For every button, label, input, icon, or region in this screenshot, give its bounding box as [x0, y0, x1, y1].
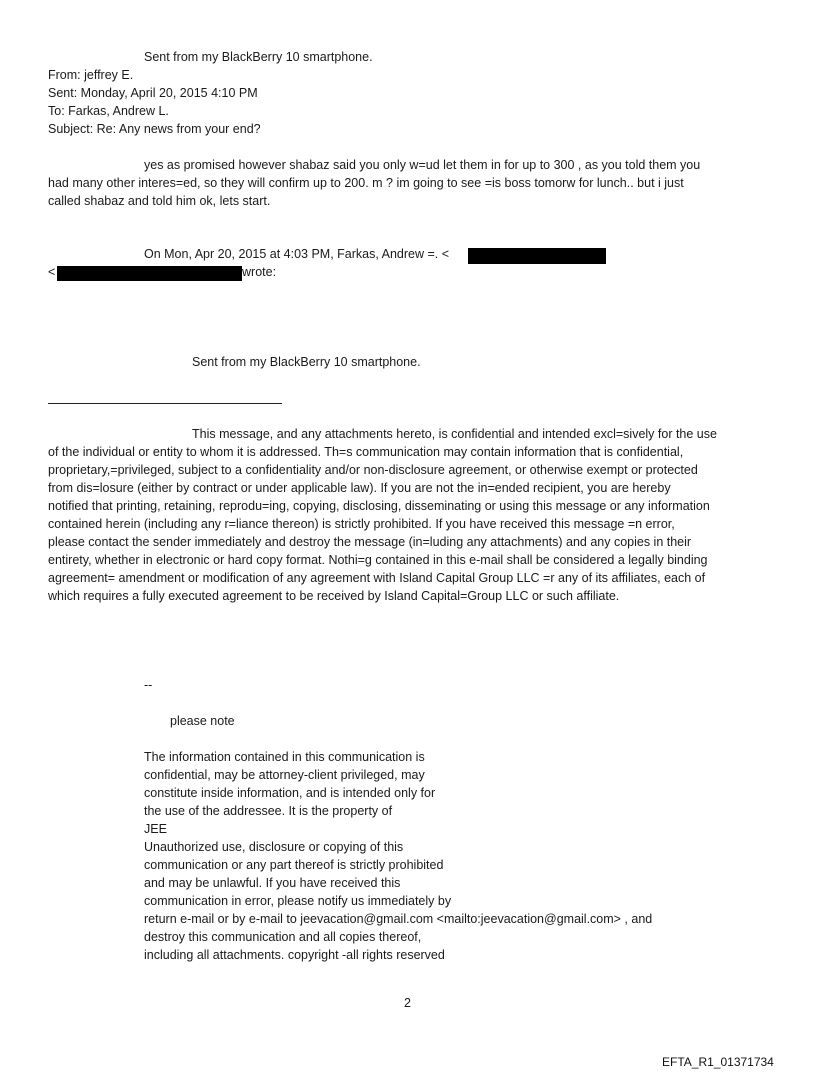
signature-line: constitute inside information, and is intended only for [144, 786, 436, 800]
quoted-wrote: wrote: [242, 265, 277, 279]
disclaimer-line: from dis=losure (either by contract or under applicable law). If you are not the in=ended recipient, you are hereby [48, 481, 671, 495]
disclaimer-line: which requires a fully executed agreement to be received by Island Capital=Group LLC or such affiliate. [48, 589, 620, 603]
signature-line: and may be unlawful. If you have received this [144, 876, 401, 890]
document-id: EFTA_R1_01371734 [662, 1055, 774, 1069]
signature-line: Unauthorized use, disclosure or copying of this [144, 840, 404, 854]
email-to: To: Farkas, Andrew L. [48, 104, 169, 118]
redaction-box [468, 248, 606, 264]
email-sent-date: Sent: Monday, April 20, 2015 4:10 PM [48, 86, 258, 100]
disclaimer-line: of the individual or entity to whom it is addressed. Th=s communication may contain information that is confidential, [48, 445, 684, 459]
signature-line: including all attachments. copyright -all rights reserved [144, 948, 445, 962]
email-subject: Subject: Re: Any news from your end? [48, 122, 261, 136]
signature-line: return e-mail or by e-mail to jeevacation@gmail.com <mailto:jeevacation@gmail.com> , and [144, 912, 653, 926]
page-number: 2 [404, 996, 411, 1010]
disclaimer-line: entirety, whether in electronic or hard copy format. Nothi=g contained in this e-mail shall be considered a legally binding [48, 553, 708, 567]
signature-line: destroy this communication and all copies thereof, [144, 930, 422, 944]
reply-line-1: yes as promised however shabaz said you only w=ud let them in for up to 300 , as you told them you [144, 158, 701, 172]
disclaimer-line: notified that printing, retaining, reprodu=ing, copying, disclosing, disseminating or using this message or any information [48, 499, 710, 513]
disclaimer-line: proprietary,=privileged, subject to a confidentiality and/or non-disclosure agreement, or otherwise exempt or protected [48, 463, 698, 477]
sent-from-blackberry-top: Sent from my BlackBerry 10 smartphone. [144, 50, 373, 64]
disclaimer-line: agreement= amendment or modification of any agreement with Island Capital Group LLC =r any of its affiliates, each of [48, 571, 706, 585]
quoted-lt: < [48, 265, 56, 279]
signature-please-note: please note [170, 714, 235, 728]
signature-line: communication in error, please notify us immediately by [144, 894, 452, 908]
redaction-box [57, 266, 242, 281]
reply-line-3: called shabaz and told him ok, lets start. [48, 194, 271, 208]
disclaimer-line: contained herein (including any r=liance thereon) is strictly prohibited. If you have received this message =n error, [48, 517, 675, 531]
signature-dashes: -- [144, 678, 153, 692]
signature-line: the use of the addressee. It is the property of [144, 804, 393, 818]
separator-line [48, 403, 282, 404]
disclaimer-line: please contact the sender immediately and destroy the message (in=luding any attachments) and any copies in their [48, 535, 692, 549]
signature-line: The information contained in this communication is [144, 750, 425, 764]
signature-line: JEE [144, 822, 167, 836]
sent-from-blackberry-quoted: Sent from my BlackBerry 10 smartphone. [192, 355, 421, 369]
signature-line: communication or any part thereof is strictly prohibited [144, 858, 444, 872]
email-from: From: jeffrey E. [48, 68, 134, 82]
reply-line-2: had many other interes=ed, so they will confirm up to 200. m ? im going to see =is boss tomorw for lunch.. but i just [48, 176, 684, 190]
signature-line: confidential, may be attorney-client privileged, may [144, 768, 425, 782]
disclaimer-line: This message, and any attachments hereto, is confidential and intended excl=sively for the use [192, 427, 717, 441]
quoted-on-line: On Mon, Apr 20, 2015 at 4:03 PM, Farkas, Andrew =. < [144, 247, 450, 261]
